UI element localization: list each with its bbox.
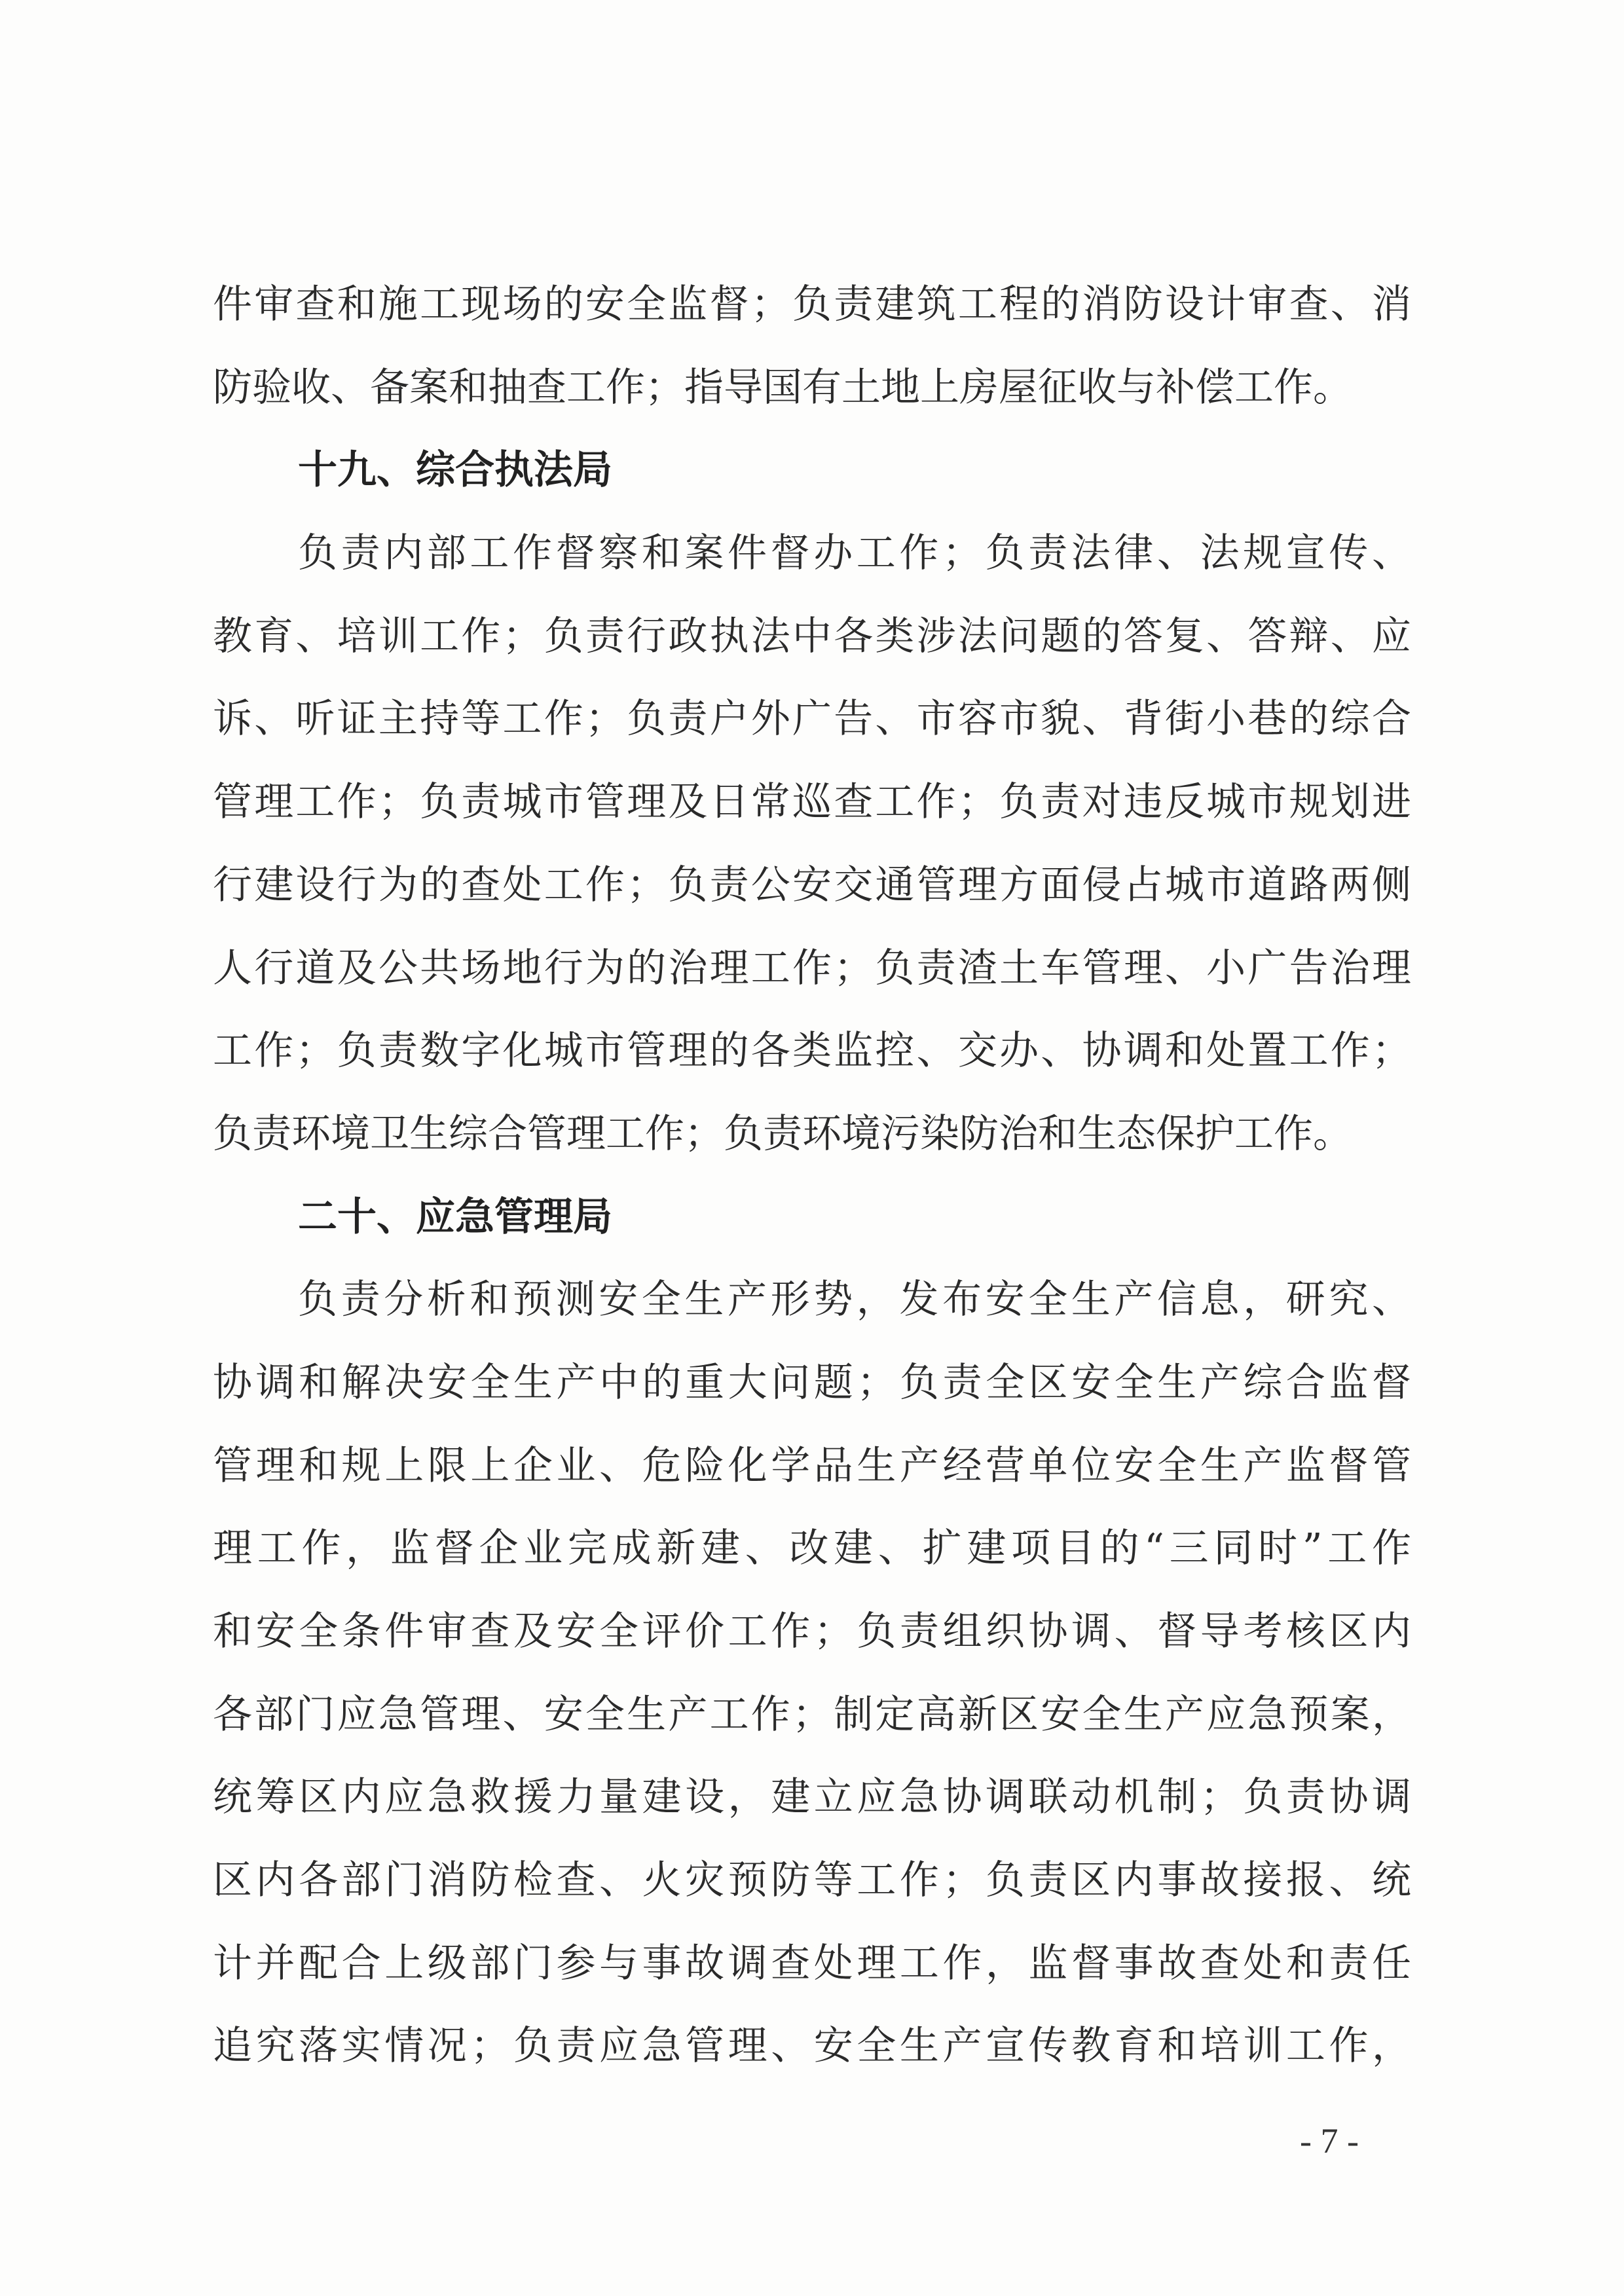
body-text-line: 人行道及公共场地行为的治理工作；负责渣土车管理、小广告治理 — [213, 945, 1411, 991]
body-text-line: 负责环境卫生综合管理工作；负责环境污染防治和生态保护工作。 — [213, 1111, 1352, 1157]
body-text-line: 协调和解决安全生产中的重大问题；负责全区安全生产综合监督 — [213, 1360, 1411, 1406]
section-heading: 二十、应急管理局 — [298, 1194, 612, 1240]
body-text-line: 区内各部门消防检查、火灾预防等工作；负责区内事故接报、统 — [213, 1857, 1411, 1903]
body-text-line: 行建设行为的查处工作；负责公安交通管理方面侵占城市道路两侧 — [213, 862, 1411, 908]
body-text-line: 理工作，监督企业完成新建、改建、扩建项目的“三同时”工作 — [213, 1525, 1411, 1571]
page-number: - 7 - — [1300, 2121, 1359, 2160]
body-text-line: 各部门应急管理、安全生产工作；制定高新区安全生产应急预案， — [213, 1692, 1411, 1738]
section-heading: 十九、综合执法局 — [298, 447, 612, 493]
body-text-line: 负责内部工作督察和案件督办工作；负责法律、法规宣传、 — [298, 530, 1411, 576]
body-text-line: 件审查和施工现场的安全监督；负责建筑工程的消防设计审查、消 — [213, 282, 1411, 327]
body-text-line: 管理和规上限上企业、危险化学品生产经营单位安全生产监督管 — [213, 1443, 1411, 1489]
body-text-line: 追究落实情况；负责应急管理、安全生产宣传教育和培训工作， — [213, 2023, 1411, 2069]
body-text-line: 管理工作；负责城市管理及日常巡查工作；负责对违反城市规划进 — [213, 779, 1411, 825]
body-text-line: 防验收、备案和抽查工作；指导国有土地上房屋征收与补偿工作。 — [213, 365, 1352, 410]
body-text-line: 教育、培训工作；负责行政执法中各类涉法问题的答复、答辩、应 — [213, 613, 1411, 659]
body-text-line: 统筹区内应急救援力量建设，建立应急协调联动机制；负责协调 — [213, 1774, 1411, 1820]
body-text-line: 和安全条件审查及安全评价工作；负责组织协调、督导考核区内 — [213, 1609, 1411, 1654]
body-text-line: 工作；负责数字化城市管理的各类监控、交办、协调和处置工作； — [213, 1028, 1411, 1074]
body-text-line: 诉、听证主持等工作；负责户外广告、市容市貌、背街小巷的综合 — [213, 696, 1411, 742]
body-text-line: 负责分析和预测安全生产形势，发布安全生产信息，研究、 — [298, 1277, 1411, 1322]
body-text-line: 计并配合上级部门参与事故调查处理工作，监督事故查处和责任 — [213, 1941, 1411, 1986]
